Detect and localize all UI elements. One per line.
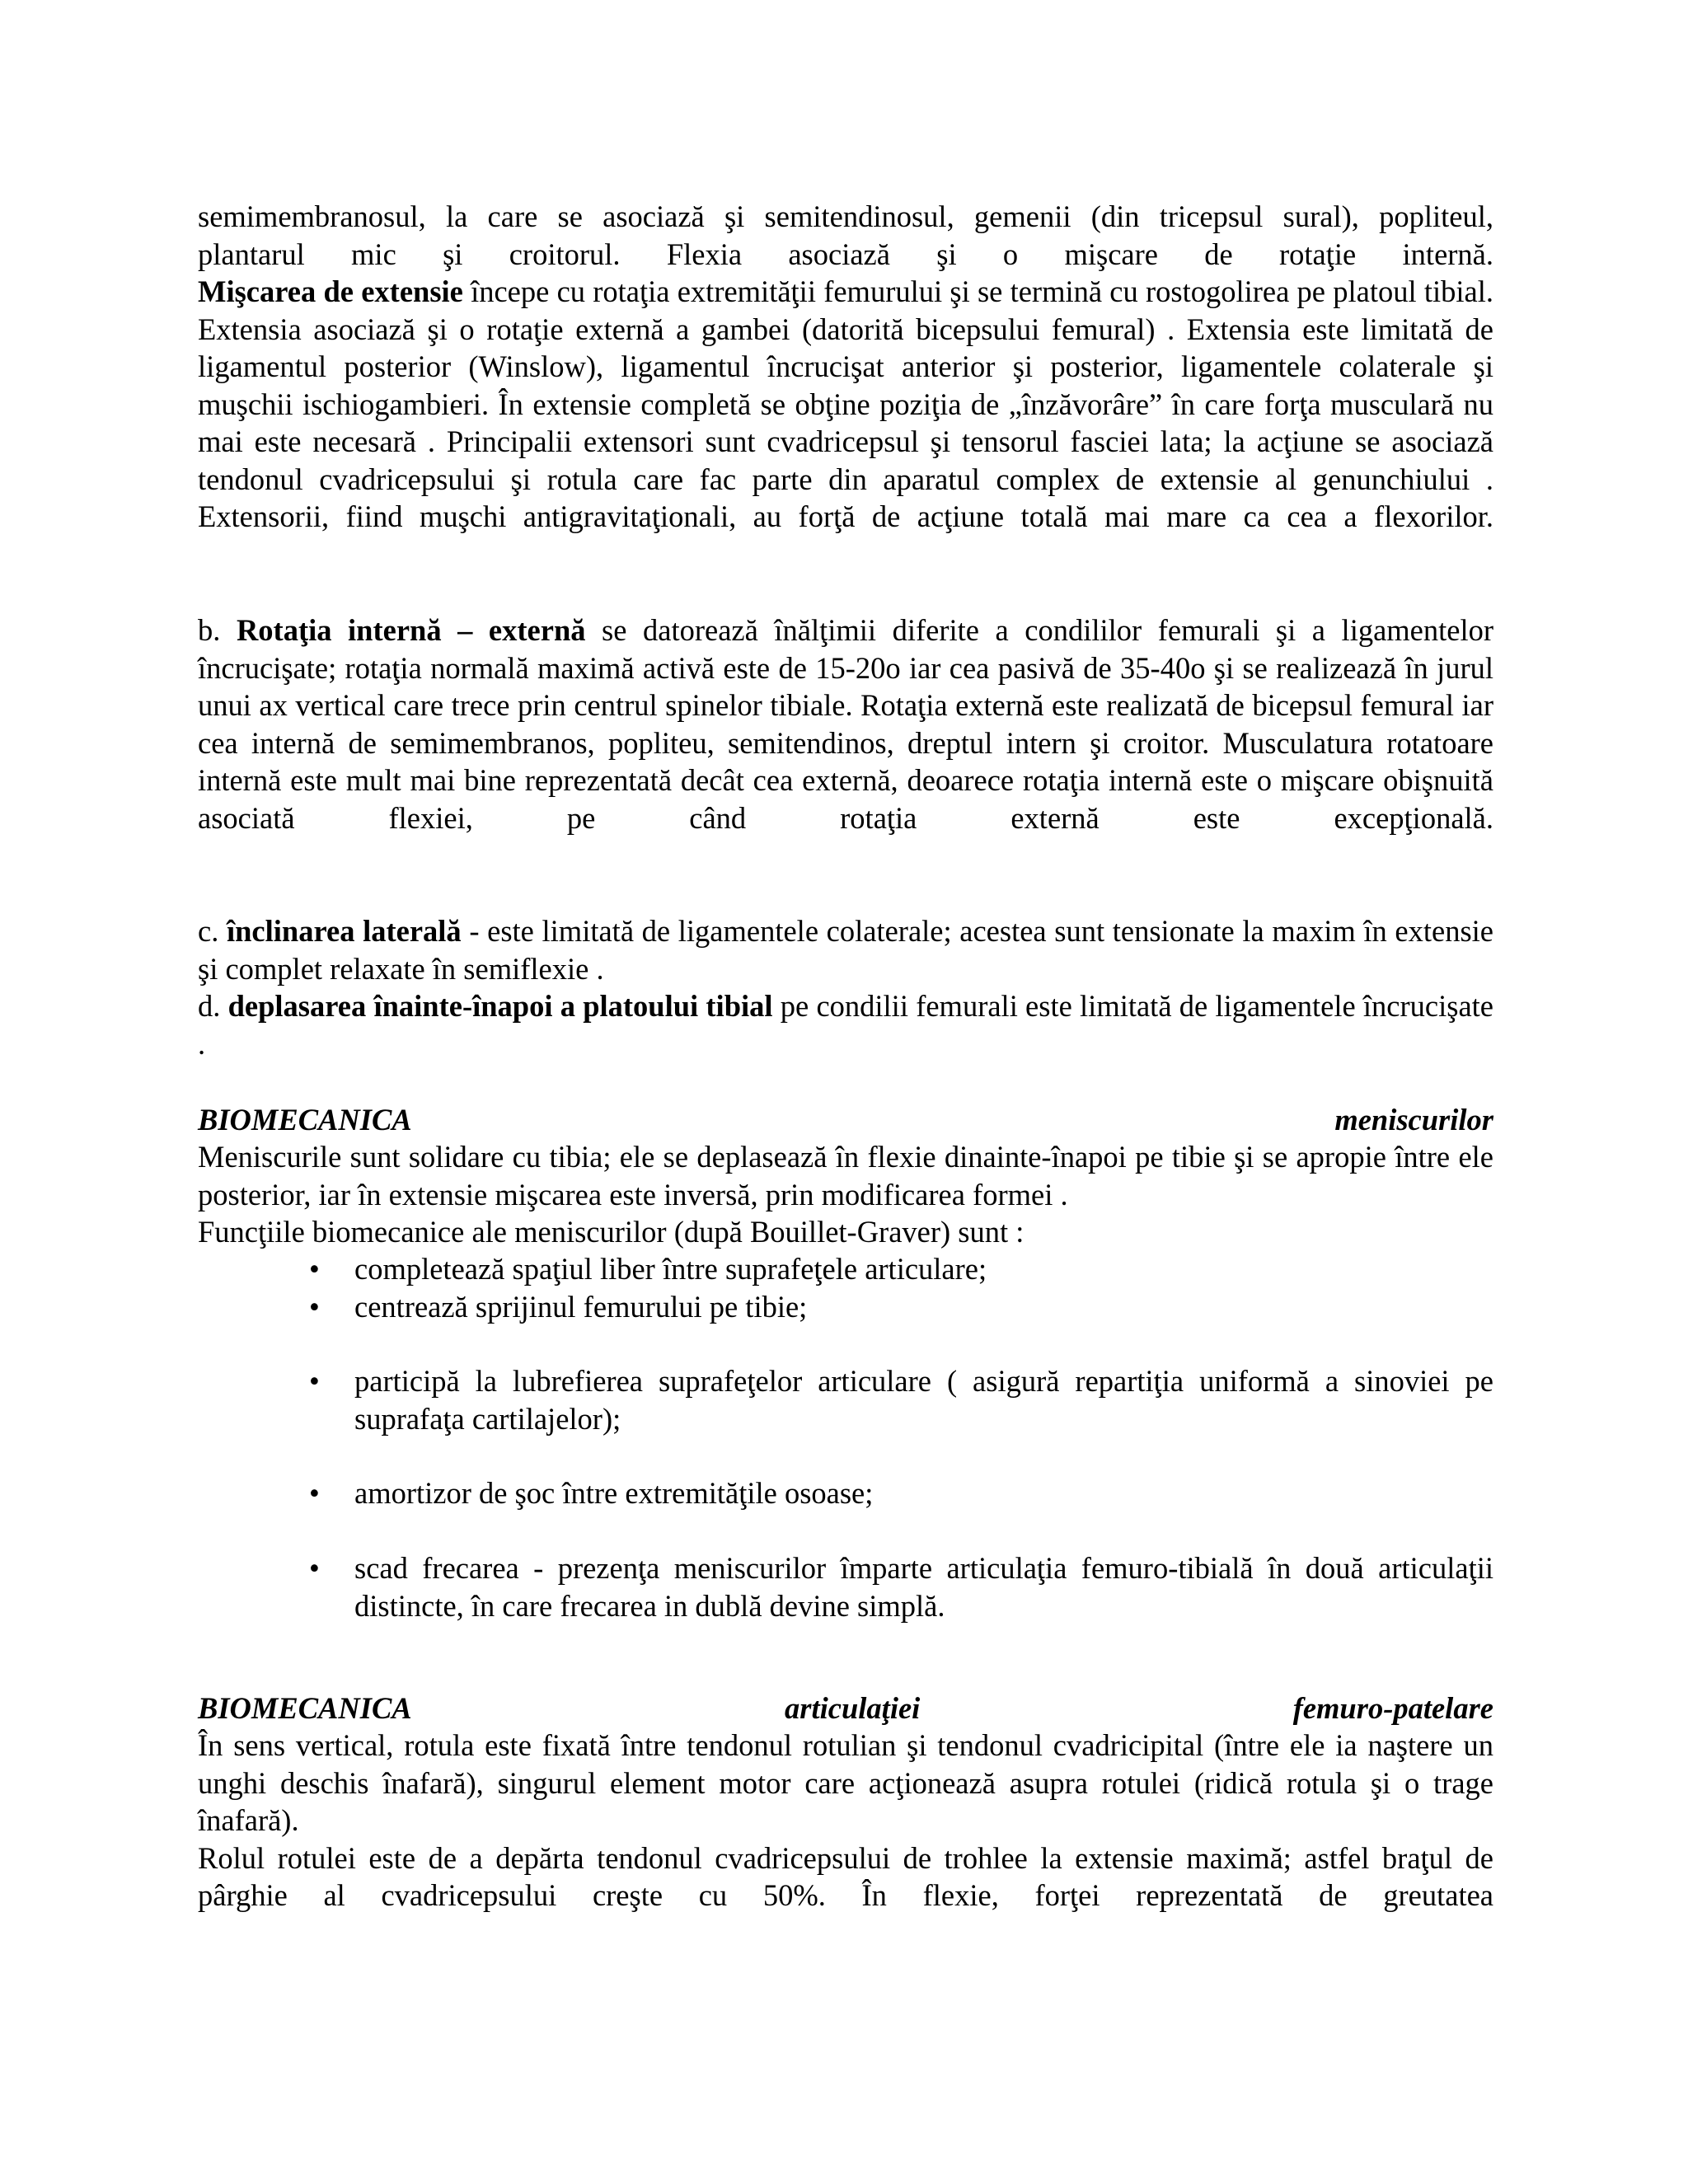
- heading-word: BIOMECANICA: [198, 1691, 412, 1725]
- list-item-text: participă la lubrefierea suprafeţelor articulare ( asigură repartiţia uniformă a sinoviei pe suprafaţa cartilajelor);: [354, 1364, 1493, 1436]
- bullet-icon: •: [309, 1476, 320, 1510]
- section-heading-meniscuri: [198, 1101, 1493, 1139]
- text-line: semimembranosul, la care se asociază şi semitendinosul, gemenii (din tricepsul sural), popliteul,: [198, 199, 1493, 233]
- bullet-icon: •: [309, 1252, 320, 1286]
- heading-word: meniscurilor: [1334, 1103, 1493, 1137]
- paragraph-body: [198, 912, 1493, 987]
- paragraph-body: [198, 273, 1493, 536]
- heading-word: femuro-patelare: [1292, 1691, 1493, 1725]
- list-item: [309, 1474, 1493, 1512]
- bullet-icon: •: [309, 1289, 320, 1324]
- bold-term: Mişcarea de extensie: [198, 274, 463, 308]
- paragraph-body: Rolul rotulei este de a depărta tendonul cvadricepsului de trohlee la extensie maximă; astfel braţul de pârghie al cvadricepsului creşte cu 50%. În flexie, forţei reprezentată de greutatea: [198, 1840, 1493, 1912]
- list-item: [309, 1549, 1493, 1624]
- paragraph-body: [198, 612, 1493, 837]
- paragraph-body: Meniscurile sunt solidare cu tibia; ele se deplasează în flexie dinainte-înapoi pe tibie şi se apropie între ele posterior, iar în extensie mişcarea este inversă, prin modificarea formei .: [198, 1140, 1493, 1212]
- paragraph-body: În sens vertical, rotula este fixată între tendonul rotulian şi tendonul cvadricipital (între ele ia naştere un unghi deschis înafară), singurul element motor care acţionează asupra rotulei (ridică rotula şi o trage înafară).: [198, 1728, 1493, 1837]
- bold-term: deplasarea înainte-înapoi a platoului tibial: [227, 989, 773, 1023]
- bullet-list: [309, 1250, 1493, 1325]
- list-letter: d.: [198, 989, 228, 1023]
- bullet-list: [309, 1362, 1493, 1437]
- list-item: [309, 1250, 1493, 1288]
- paragraph-body: [198, 987, 1493, 1062]
- paragraph-rotation: [198, 612, 1493, 837]
- paragraph-text: - este limitată de ligamentele colaterale; acestea sunt tensionate la maxim în extensie şi complet relaxate în semiflexie .: [198, 914, 1494, 986]
- paragraph-flexion-extension: [198, 198, 1493, 536]
- paragraph-text: pe condilii femurali este limitată de ligamentele încrucişate .: [198, 989, 1494, 1061]
- list-item: [309, 1288, 1493, 1326]
- heading-word: BIOMECANICA: [198, 1103, 412, 1137]
- meniscuri-intro: [198, 1138, 1493, 1251]
- bullet-icon: •: [309, 1551, 320, 1585]
- paragraph-body: Funcţiile biomecanice ale meniscurilor (după Bouillet-Graver) sunt :: [198, 1215, 1025, 1249]
- bullet-list: [309, 1474, 1493, 1512]
- list-item-text: scad frecarea - prezenţa meniscurilor împarte articulaţia femuro-tibială în două articulaţii distincte, în care frecarea in dublă devine simplă.: [354, 1551, 1493, 1623]
- list-item-text: centrează sprijinul femurului pe tibie;: [354, 1289, 808, 1324]
- list-letter: c.: [198, 914, 227, 948]
- bold-term: înclinarea laterală: [226, 914, 462, 948]
- heading-word: articulaţiei: [785, 1691, 921, 1725]
- list-item-text: completează spaţiul liber între suprafeţele articulare;: [354, 1252, 987, 1286]
- list-item-text: amortizor de şoc între extremităţile osoase;: [354, 1476, 874, 1510]
- text-line: plantarul mic şi croitorul. Flexia asociază şi o mişcare de rotaţie internă.: [198, 237, 1493, 271]
- list-item: [309, 1362, 1493, 1437]
- paragraph-lateral-inclination: [198, 912, 1493, 1062]
- paragraph-text: se datorează înălţimii diferite a condililor femurali şi a ligamentelor încrucişate; rotaţia normală maximă activă este de 15-20o iar cea pasivă de 35-40o şi se realizează în jurul unui ax vertical care trece prin centrul spinelor tibiale. Rotaţia externă este realizată de bicepsul femural iar cea internă de semimembranos, popliteu, semitendinos, dreptul intern şi croitor. Musculatura rotatoare internă este mult mai bine reprezentată decât cea externă, deoarece rotaţia internă este o mişcare obişnuită asociată flexiei, pe când rotaţia externă este excepţională.: [198, 613, 1494, 835]
- paragraph-text: începe cu rotaţia extremităţii femurului şi se termină cu rostogolirea pe platoul tibial. Extensia asociază şi o rotaţie externă a gambei (datorită bicepsului femural) . Extensia este limitată de ligamentul posterior (Winslow), ligamentul încrucişat anterior şi posterior, ligamentele colaterale şi muşchii ischiogambieri. În extensie completă se obţine poziţia de „înzăvorâre” în care forţa musculară nu mai este necesară . Principalii extensori sunt cvadricepsul şi tensorul fasciei lata; la acţiune se asociază tendonul cvadricepsului şi rotula care fac parte din aparatul complex de extensie al genunchiului . Extensorii, fiind muşchi antigravitaţionali, au forţă de acţiune totală mai mare ca cea a flexorilor.: [198, 274, 1493, 533]
- list-letter: b.: [198, 613, 237, 647]
- femuro-patelare-text: [198, 1727, 1493, 1915]
- bold-term: Rotaţia internă – externă: [236, 613, 586, 647]
- bullet-list: [309, 1549, 1493, 1624]
- bullet-icon: •: [309, 1364, 320, 1398]
- section-heading-femuro-patelare: [198, 1690, 1493, 1727]
